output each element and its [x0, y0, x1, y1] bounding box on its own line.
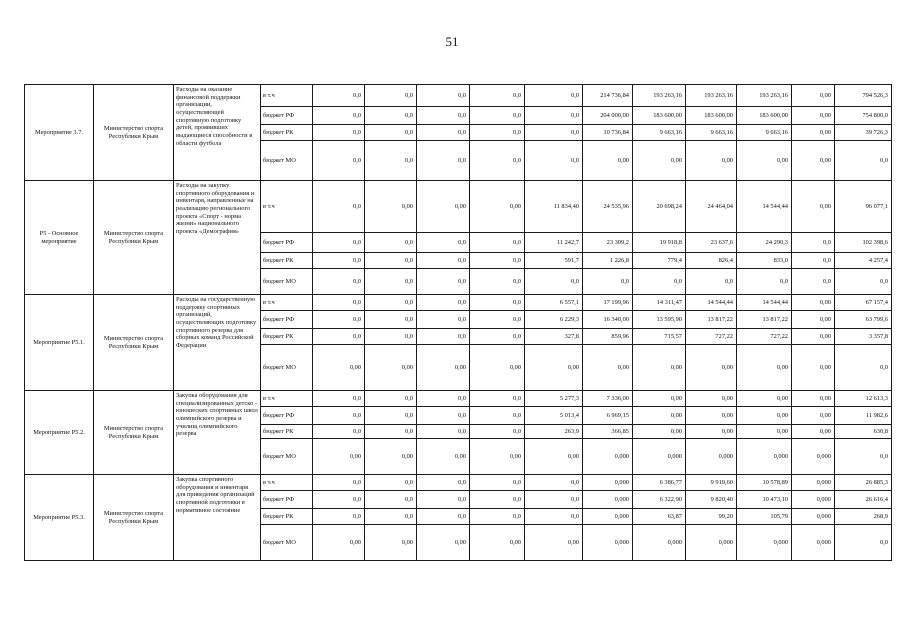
amount-cell: 0,00: [633, 141, 686, 181]
table-row: [25, 295, 892, 311]
amount-cell: 0,0: [365, 295, 417, 311]
amount-cell: 6 229,3: [525, 311, 583, 329]
amount-cell: 727,22: [686, 329, 737, 345]
amount-cell: 14 544,44: [737, 181, 792, 233]
amount-cell: 0,0: [417, 475, 470, 491]
amount-cell: 14 311,47: [633, 295, 686, 311]
amount-cell: 9 663,16: [737, 125, 792, 141]
amount-cell: 102 398,6: [835, 233, 892, 253]
amount-cell: 26 616,4: [835, 491, 892, 509]
amount-cell: 0,0: [470, 141, 525, 181]
amount-cell: 0,00: [633, 391, 686, 407]
amount-cell: 0,0: [417, 407, 470, 425]
amount-cell: 0,000: [792, 509, 835, 525]
amount-cell: 0,00: [633, 425, 686, 439]
amount-cell: 0,0: [525, 85, 583, 107]
organization-cell: Министерство спорта Республики Крым: [94, 475, 174, 561]
amount-cell: 0,00: [633, 407, 686, 425]
amount-cell: 0,00: [470, 345, 525, 391]
amount-cell: 0,0: [792, 269, 835, 295]
amount-cell: 591,7: [525, 253, 583, 269]
amount-cell: 0,00: [686, 345, 737, 391]
amount-cell: 0,0: [470, 491, 525, 509]
amount-cell: 0,000: [583, 509, 633, 525]
amount-cell: 0,0: [417, 295, 470, 311]
table-row: [25, 181, 892, 233]
funding-source-cell: бюджет МО: [261, 141, 313, 181]
amount-cell: 0,0: [835, 141, 892, 181]
amount-cell: 0,0: [835, 439, 892, 475]
funding-source-cell: в т.ч: [261, 475, 313, 491]
amount-cell: 0,0: [365, 491, 417, 509]
funding-source-cell: бюджет РФ: [261, 407, 313, 425]
amount-cell: 0,0: [737, 269, 792, 295]
funding-source-cell: бюджет РК: [261, 253, 313, 269]
amount-cell: 0,0: [313, 491, 365, 509]
amount-cell: 19 918,8: [633, 233, 686, 253]
amount-cell: 0,0: [365, 329, 417, 345]
amount-cell: 0,0: [417, 85, 470, 107]
funding-source-cell: бюджет МО: [261, 269, 313, 295]
amount-cell: 833,0: [737, 253, 792, 269]
budget-table: [24, 84, 892, 561]
funding-source-cell: бюджет РК: [261, 125, 313, 141]
amount-cell: 24 464,04: [686, 181, 737, 233]
amount-cell: 0,0: [417, 125, 470, 141]
amount-cell: 0,00: [792, 295, 835, 311]
funding-source-cell: в т.ч: [261, 391, 313, 407]
amount-cell: 715,57: [633, 329, 686, 345]
description-cell: Расходы на закупку спортивного оборудования и инвентаря, направленные на реализацию регионального проекта «Спорт - норма жизни» национального проекта «Демография»: [174, 181, 261, 295]
amount-cell: 0,0: [365, 269, 417, 295]
amount-cell: 0,000: [792, 475, 835, 491]
amount-cell: 0,0: [835, 269, 892, 295]
description-cell: Расходы на государственную поддержку спортивных организаций, осуществляющих подготовку спортивного резерва для сборных команд Российской Федерации: [174, 295, 261, 391]
amount-cell: 4 257,4: [835, 253, 892, 269]
amount-cell: 826,4: [686, 253, 737, 269]
amount-cell: 0,00: [470, 439, 525, 475]
amount-cell: 9 820,40: [686, 491, 737, 509]
amount-cell: 183 600,00: [737, 107, 792, 125]
measure-name-cell: Мероприятие Р5.2.: [25, 391, 94, 475]
amount-cell: 11 982,6: [835, 407, 892, 425]
measure-name-cell: Мероприятие 3.7.: [25, 85, 94, 181]
amount-cell: 0,0: [365, 475, 417, 491]
amount-cell: 0,00: [417, 345, 470, 391]
amount-cell: 0,00: [313, 345, 365, 391]
amount-cell: 0,0: [470, 269, 525, 295]
amount-cell: 0,0: [313, 407, 365, 425]
amount-cell: 0,0: [470, 125, 525, 141]
amount-cell: 366,85: [583, 425, 633, 439]
amount-cell: 0,00: [792, 85, 835, 107]
amount-cell: 0,0: [313, 107, 365, 125]
amount-cell: 0,0: [525, 475, 583, 491]
amount-cell: 0,000: [792, 491, 835, 509]
amount-cell: 0,0: [313, 181, 365, 233]
amount-cell: 0,000: [737, 525, 792, 561]
amount-cell: 24 290,3: [737, 233, 792, 253]
amount-cell: 193 263,16: [633, 85, 686, 107]
funding-source-cell: бюджет РК: [261, 425, 313, 439]
amount-cell: 0,0: [470, 253, 525, 269]
amount-cell: 0,0: [525, 141, 583, 181]
amount-cell: 0,0: [792, 233, 835, 253]
funding-source-cell: бюджет РФ: [261, 311, 313, 329]
organization-cell: Министерство спорта Республики Крым: [94, 295, 174, 391]
amount-cell: 0,0: [417, 233, 470, 253]
amount-cell: 0,00: [313, 439, 365, 475]
amount-cell: 6 386,77: [633, 475, 686, 491]
amount-cell: 0,00: [792, 391, 835, 407]
amount-cell: 23 637,6: [686, 233, 737, 253]
amount-cell: 0,0: [470, 475, 525, 491]
amount-cell: 13 595,90: [633, 311, 686, 329]
amount-cell: 0,0: [313, 233, 365, 253]
amount-cell: 0,0: [470, 295, 525, 311]
amount-cell: 63 799,6: [835, 311, 892, 329]
amount-cell: 0,0: [365, 391, 417, 407]
amount-cell: 20 698,24: [633, 181, 686, 233]
amount-cell: 0,00: [737, 391, 792, 407]
measure-name-cell: Р5 - Основное мероприятие: [25, 181, 94, 295]
amount-cell: 0,00: [792, 425, 835, 439]
amount-cell: 14 544,44: [737, 295, 792, 311]
amount-cell: 0,0: [525, 269, 583, 295]
amount-cell: 0,00: [792, 311, 835, 329]
amount-cell: 0,00: [470, 181, 525, 233]
amount-cell: 0,0: [417, 253, 470, 269]
amount-cell: 0,000: [583, 525, 633, 561]
amount-cell: 0,00: [792, 329, 835, 345]
amount-cell: 0,0: [583, 269, 633, 295]
amount-cell: 0,00: [417, 525, 470, 561]
amount-cell: 0,0: [792, 253, 835, 269]
amount-cell: 0,000: [583, 491, 633, 509]
amount-cell: 0,0: [633, 269, 686, 295]
amount-cell: 0,000: [686, 439, 737, 475]
amount-cell: 0,0: [525, 509, 583, 525]
amount-cell: 0,0: [417, 141, 470, 181]
amount-cell: 39 726,3: [835, 125, 892, 141]
amount-cell: 0,00: [792, 107, 835, 125]
amount-cell: 0,000: [686, 525, 737, 561]
amount-cell: 263,9: [525, 425, 583, 439]
table-row: [25, 475, 892, 491]
funding-source-cell: в т.ч: [261, 85, 313, 107]
amount-cell: 0,0: [525, 125, 583, 141]
amount-cell: 1 226,8: [583, 253, 633, 269]
amount-cell: 0,00: [583, 141, 633, 181]
table-row: [25, 391, 892, 407]
amount-cell: 0,0: [470, 391, 525, 407]
amount-cell: 794 526,3: [835, 85, 892, 107]
amount-cell: 268,9: [835, 509, 892, 525]
amount-cell: 0,000: [633, 525, 686, 561]
amount-cell: 0,0: [313, 475, 365, 491]
amount-cell: 0,0: [365, 233, 417, 253]
amount-cell: 0,00: [417, 181, 470, 233]
funding-source-cell: бюджет РК: [261, 509, 313, 525]
amount-cell: 26 885,3: [835, 475, 892, 491]
amount-cell: 0,00: [792, 345, 835, 391]
amount-cell: 193 263,16: [737, 85, 792, 107]
amount-cell: 10 578,89: [737, 475, 792, 491]
amount-cell: 5 013,4: [525, 407, 583, 425]
amount-cell: 0,0: [470, 425, 525, 439]
amount-cell: 0,00: [633, 345, 686, 391]
amount-cell: 754 800,0: [835, 107, 892, 125]
amount-cell: 0,0: [365, 125, 417, 141]
amount-cell: 0,0: [470, 85, 525, 107]
amount-cell: 0,0: [470, 311, 525, 329]
amount-cell: 0,0: [835, 345, 892, 391]
amount-cell: 0,00: [686, 141, 737, 181]
funding-source-cell: бюджет МО: [261, 345, 313, 391]
amount-cell: 5 277,3: [525, 391, 583, 407]
funding-source-cell: бюджет РФ: [261, 107, 313, 125]
amount-cell: 0,00: [792, 125, 835, 141]
amount-cell: 0,00: [365, 525, 417, 561]
amount-cell: 13 817,22: [737, 311, 792, 329]
amount-cell: 0,00: [737, 345, 792, 391]
amount-cell: 0,0: [313, 85, 365, 107]
measure-name-cell: Мероприятие Р5.3.: [25, 475, 94, 561]
amount-cell: 859,96: [583, 329, 633, 345]
amount-cell: 214 736,84: [583, 85, 633, 107]
amount-cell: 0,00: [686, 407, 737, 425]
funding-source-cell: в т.ч: [261, 295, 313, 311]
amount-cell: 0,0: [835, 525, 892, 561]
description-cell: Расходы на оказание финансовой поддержки организации, осуществляющей спортивную подготовку детей, проявивших выдающиеся способности в области футбола: [174, 85, 261, 181]
funding-source-cell: бюджет МО: [261, 525, 313, 561]
amount-cell: 0,00: [792, 181, 835, 233]
amount-cell: 0,00: [313, 525, 365, 561]
amount-cell: 0,000: [583, 475, 633, 491]
amount-cell: 0,0: [313, 311, 365, 329]
amount-cell: 0,000: [737, 439, 792, 475]
amount-cell: 0,0: [313, 391, 365, 407]
amount-cell: 0,00: [365, 345, 417, 391]
amount-cell: 630,8: [835, 425, 892, 439]
organization-cell: Министерство спорта Республики Крым: [94, 391, 174, 475]
measure-name-cell: Мероприятие Р5.1.: [25, 295, 94, 391]
amount-cell: 0,00: [525, 439, 583, 475]
amount-cell: 17 199,96: [583, 295, 633, 311]
amount-cell: 63,87: [633, 509, 686, 525]
amount-cell: 105,79: [737, 509, 792, 525]
amount-cell: 0,0: [313, 253, 365, 269]
amount-cell: 13 817,22: [686, 311, 737, 329]
amount-cell: 0,0: [417, 269, 470, 295]
amount-cell: 9 919,60: [686, 475, 737, 491]
table-body: [25, 85, 892, 561]
amount-cell: 0,00: [737, 425, 792, 439]
amount-cell: 0,00: [365, 181, 417, 233]
amount-cell: 11 242,7: [525, 233, 583, 253]
amount-cell: 0,00: [525, 525, 583, 561]
amount-cell: 3 357,8: [835, 329, 892, 345]
amount-cell: 24 535,96: [583, 181, 633, 233]
organization-cell: Министерство спорта Республики Крым: [94, 85, 174, 181]
amount-cell: 0,0: [313, 329, 365, 345]
funding-source-cell: бюджет РК: [261, 329, 313, 345]
amount-cell: 67 157,4: [835, 295, 892, 311]
amount-cell: 779,4: [633, 253, 686, 269]
amount-cell: 0,00: [737, 141, 792, 181]
amount-cell: 0,0: [470, 233, 525, 253]
amount-cell: 10 473,10: [737, 491, 792, 509]
amount-cell: 0,0: [470, 107, 525, 125]
amount-cell: 0,0: [313, 425, 365, 439]
amount-cell: 0,00: [686, 425, 737, 439]
amount-cell: 0,00: [470, 525, 525, 561]
amount-cell: 0,0: [365, 509, 417, 525]
amount-cell: 0,0: [417, 425, 470, 439]
amount-cell: 0,0: [470, 509, 525, 525]
amount-cell: 0,0: [365, 107, 417, 125]
page-number: 51: [445, 34, 459, 49]
amount-cell: 0,0: [365, 141, 417, 181]
amount-cell: 12 613,3: [835, 391, 892, 407]
amount-cell: 6 557,1: [525, 295, 583, 311]
amount-cell: 0,00: [417, 439, 470, 475]
amount-cell: 327,8: [525, 329, 583, 345]
funding-source-cell: в т.ч: [261, 181, 313, 233]
amount-cell: 11 834,40: [525, 181, 583, 233]
amount-cell: 183 600,00: [686, 107, 737, 125]
amount-cell: 6 969,15: [583, 407, 633, 425]
amount-cell: 0,00: [737, 407, 792, 425]
amount-cell: 23 309,2: [583, 233, 633, 253]
amount-cell: 0,0: [365, 85, 417, 107]
amount-cell: 0,0: [525, 107, 583, 125]
amount-cell: 0,0: [470, 329, 525, 345]
amount-cell: 0,000: [792, 525, 835, 561]
amount-cell: 9 663,16: [686, 125, 737, 141]
amount-cell: 10 736,84: [583, 125, 633, 141]
amount-cell: 0,0: [470, 407, 525, 425]
amount-cell: 0,0: [417, 391, 470, 407]
amount-cell: 0,0: [417, 491, 470, 509]
amount-cell: 0,0: [417, 329, 470, 345]
amount-cell: 0,00: [525, 345, 583, 391]
amount-cell: 6 322,90: [633, 491, 686, 509]
amount-cell: 0,0: [525, 491, 583, 509]
amount-cell: 0,0: [313, 141, 365, 181]
amount-cell: 0,000: [583, 439, 633, 475]
amount-cell: 0,0: [365, 253, 417, 269]
amount-cell: 727,22: [737, 329, 792, 345]
amount-cell: 0,00: [792, 407, 835, 425]
amount-cell: 0,00: [792, 141, 835, 181]
amount-cell: 0,0: [417, 311, 470, 329]
amount-cell: 96 077,1: [835, 181, 892, 233]
amount-cell: 14 544,44: [686, 295, 737, 311]
amount-cell: 0,0: [365, 407, 417, 425]
amount-cell: 0,0: [365, 311, 417, 329]
amount-cell: 0,0: [686, 269, 737, 295]
amount-cell: 204 000,00: [583, 107, 633, 125]
amount-cell: 183 600,00: [633, 107, 686, 125]
amount-cell: 193 263,16: [686, 85, 737, 107]
amount-cell: 0,0: [313, 295, 365, 311]
amount-cell: 0,00: [365, 439, 417, 475]
amount-cell: 0,00: [583, 345, 633, 391]
amount-cell: 99,20: [686, 509, 737, 525]
description-cell: Закупка спортивного оборудования и инвентаря для приведения организаций спортивной подготовки в нормативное состояние: [174, 475, 261, 561]
organization-cell: Министерство спорта Республики Крым: [94, 181, 174, 295]
amount-cell: 0,000: [792, 439, 835, 475]
table-row: [25, 85, 892, 107]
amount-cell: 0,0: [417, 107, 470, 125]
funding-source-cell: бюджет МО: [261, 439, 313, 475]
amount-cell: 7 336,00: [583, 391, 633, 407]
amount-cell: 0,0: [313, 125, 365, 141]
amount-cell: 0,000: [633, 439, 686, 475]
amount-cell: 0,00: [686, 391, 737, 407]
funding-source-cell: бюджет РФ: [261, 491, 313, 509]
amount-cell: 0,0: [417, 509, 470, 525]
amount-cell: 16 340,00: [583, 311, 633, 329]
description-cell: Закупка оборудования для специализированных детско - юношеских спортивных школ олимпийского резерва и училищ олимпийского резерва: [174, 391, 261, 475]
amount-cell: 0,0: [313, 509, 365, 525]
amount-cell: 0,0: [365, 425, 417, 439]
funding-source-cell: бюджет РФ: [261, 233, 313, 253]
amount-cell: 0,0: [313, 269, 365, 295]
amount-cell: 9 663,16: [633, 125, 686, 141]
